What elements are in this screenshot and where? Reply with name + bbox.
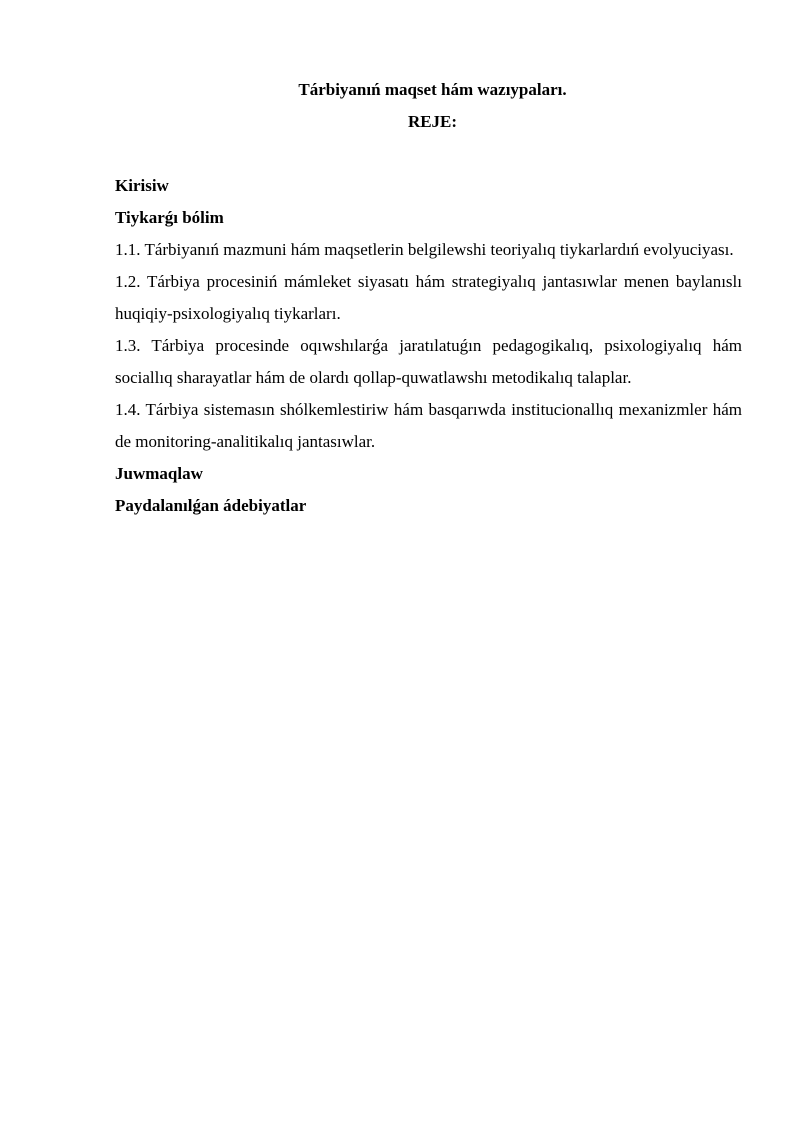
conclusion-heading: Juwmaqlaw <box>115 464 203 483</box>
section-1-1: 1.1. Tárbiyanıń mazmuni hám maqsetlerin belgilewshi teoriyalıq tiykarlardıń evolyuciyası. <box>115 240 734 259</box>
section-1-3: 1.3. Tárbiya procesinde oqıwshılarǵa jaratılatuǵın pedagogikalıq, psixologiyalıq hám sociallıq sharayatlar hám de olardı qollap-quwatlawshı metodikalıq talaplar. <box>115 336 742 387</box>
plan-label: REJE: <box>407 112 458 131</box>
spacer <box>115 138 742 170</box>
section-1-2: 1.2. Tárbiya procesiniń mámleket siyasatı hám strategiyalıq jantasıwlar menen baylanıslı huqiqiy-psixologiyalıq tiykarları. <box>115 272 742 323</box>
document-title: Tárbiyanıń maqset hám wazıypaları. <box>298 80 567 99</box>
references-heading: Paydalanılǵan ádebiyatlar <box>115 496 307 515</box>
section-1-4: 1.4. Tárbiya sistemasın shólkemlestiriw hám basqarıwda institucionallıq mexanizmler hám de monitoring-analitikalıq jantasıwlar. <box>115 400 742 451</box>
document-content <box>115 74 742 522</box>
intro-heading: Kirisiw <box>115 176 169 195</box>
main-part-heading: Tiykarǵı bólim <box>115 208 224 227</box>
